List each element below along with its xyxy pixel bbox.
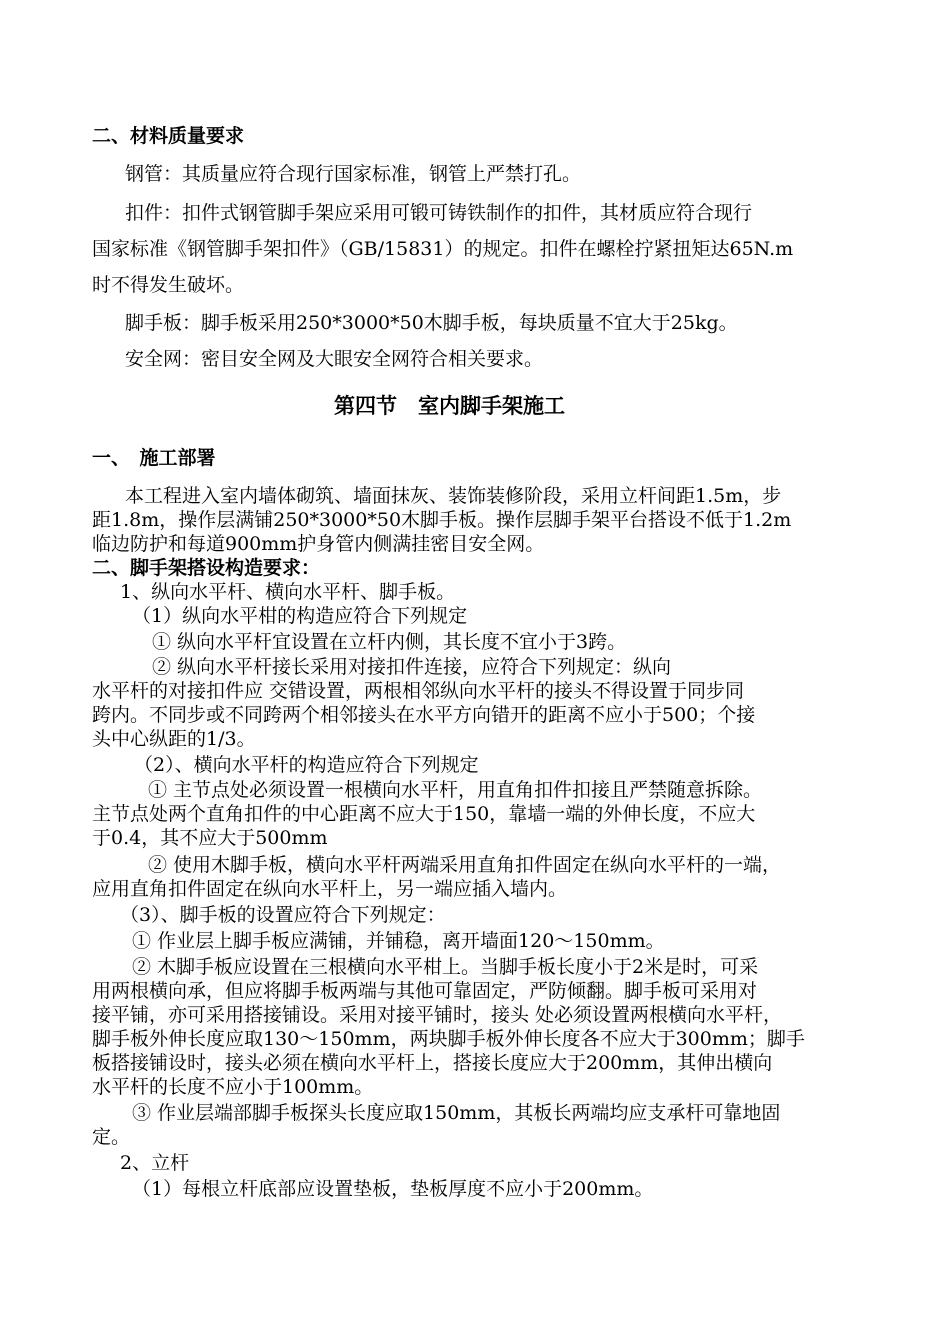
paragraph-line: 用两根横向承，但应将脚手板两端与其他可靠固定，严防倾翻。脚手板可采用对 xyxy=(92,980,758,1002)
paragraph-line: 1、纵向水平杆、横向水平杆、脚手板。 xyxy=(120,581,456,603)
list-item: ② 纵向水平杆接长采用对接扣件连接，应符合下列规定：纵向 xyxy=(152,656,672,678)
paragraph-line: 国家标准《钢管脚手架扣件》（GB/15831）的规定。扣件在螺栓拧紧扭矩达65N.m xyxy=(92,238,794,260)
paragraph-line: 水平杆的长度不应小于100mm。 xyxy=(92,1076,374,1098)
paragraph-line: （1）每根立杆底部应设置垫板，垫板厚度不应小于200mm。 xyxy=(132,1178,654,1200)
paragraph-line: 头中心纵距的1/3。 xyxy=(92,728,256,750)
paragraph-line: 2、立杆 xyxy=(120,1152,190,1174)
list-item: ① 纵向水平杆宜设置在立杆内侧，其长度不宜小于3跨。 xyxy=(152,631,627,653)
paragraph-line: 接平铺，亦可采用搭接铺设。采用对接平铺时，接头 处必须设置两根横向水平杆， xyxy=(92,1004,783,1026)
paragraph-line: 脚手板：脚手板采用250*3000*50木脚手板，每块质量不宜大于25kg。 xyxy=(125,312,738,334)
paragraph-line: 于0.4，其不应大于500mm xyxy=(92,827,328,849)
paragraph-line: 应用直角扣件固定在纵向水平杆上，另一端应插入墙内。 xyxy=(92,878,568,900)
paragraph-line: 距1.8m，操作层满铺250*3000*50木脚手板。操作层脚手架平台搭设不低于1.2m xyxy=(92,509,792,531)
paragraph-line: 水平杆的对接扣件应 交错设置，两根相邻纵向水平杆的接头不得设置于同步同 xyxy=(92,680,745,702)
paragraph-line: （1）纵向水平柑的构造应符合下列规定 xyxy=(132,605,468,627)
paragraph-line: 时不得发生破坏。 xyxy=(92,274,245,296)
paragraph-line: （3）、脚手板的设置应符合下列规定： xyxy=(120,904,446,926)
list-item: ③ 作业层端部脚手板探头长度应取150mm，其板长两端均应支承杆可靠地固 xyxy=(132,1102,781,1124)
list-item: ① 主节点处必须设置一根横向水平杆，用直角扣件扣接且严禁随意拆除。 xyxy=(148,779,763,801)
heading-construction-deployment: 一、 施工部署 xyxy=(92,447,216,469)
paragraph-line: 钢管：其质量应符合现行国家标准，钢管上严禁打孔。 xyxy=(125,163,582,185)
section-title: 第四节 室内脚手架施工 xyxy=(334,394,565,418)
list-item: ② 使用木脚手板，横向水平杆两端采用直角扣件固定在纵向水平杆的一端， xyxy=(148,854,782,876)
paragraph-line: 临边防护和每道900mm护身管内侧满挂密目安全网。 xyxy=(92,533,545,555)
paragraph-line: 安全网：密目安全网及大眼安全网符合相关要求。 xyxy=(125,348,544,370)
paragraph-line: 扣件：扣件式钢管脚手架应采用可锻可铸铁制作的扣件，其材质应符合现行 xyxy=(125,202,753,224)
paragraph-line: 脚手板外伸长度应取130～150mm，两块脚手板外伸长度各不应大于300mm；脚手 xyxy=(92,1028,805,1050)
list-item: ① 作业层上脚手板应满铺，并铺稳，离开墙面120～150mm。 xyxy=(132,930,665,952)
paragraph-line: 本工程进入室内墙体砌筑、墙面抹灰、装饰装修阶段，采用立杆间距1.5m，步 xyxy=(125,485,782,507)
heading-material-quality: 二、材料质量要求 xyxy=(92,125,245,147)
heading-scaffold-structure: 二、脚手架搭设构造要求： xyxy=(92,557,321,579)
paragraph-line: 跨内。不同步或不同跨两个相邻接头在水平方向错开的距离不应小于500；个接 xyxy=(92,704,756,726)
paragraph-line: 主节点处两个直角扣件的中心距离不应大于150，靠墙一端的外伸长度，不应大 xyxy=(92,803,756,825)
paragraph-line: （2）、横向水平杆的构造应符合下列规定 xyxy=(134,754,479,776)
paragraph-line: 定。 xyxy=(92,1126,131,1148)
paragraph-line: 板搭接铺设时，接头必须在横向水平杆上，搭接长度应大于200mm，其伸出横向 xyxy=(92,1052,773,1074)
list-item: ② 木脚手板应设置在三根横向水平柑上。当脚手板长度小于2米是时，可采 xyxy=(132,956,759,978)
